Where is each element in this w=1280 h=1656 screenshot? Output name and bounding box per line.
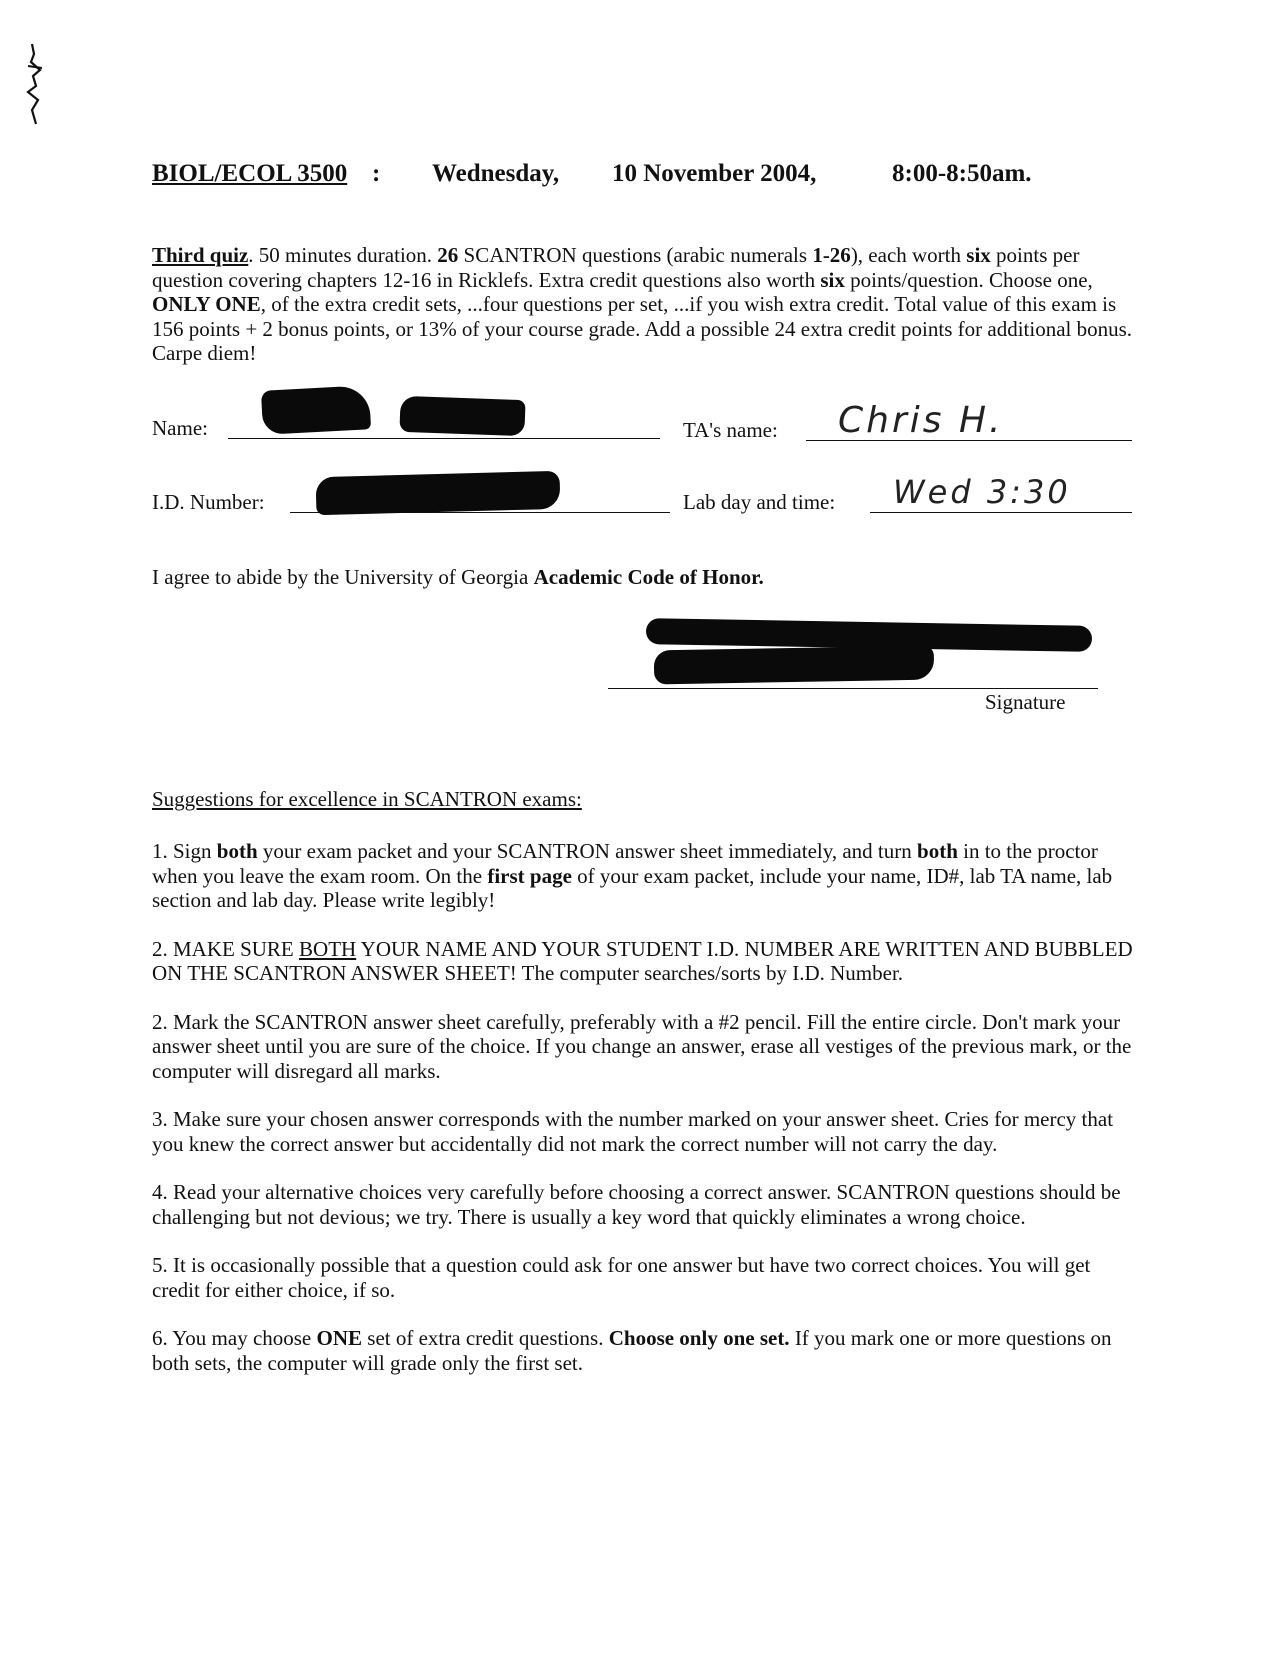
- item-text: your exam packet and your SCANTRON answer sheet immediately, and turn: [257, 839, 918, 863]
- margin-scribble: [22, 40, 52, 130]
- course-colon: :: [372, 160, 381, 187]
- intro-bold: 1-26: [812, 243, 851, 267]
- exam-time: 8:00-8:50am.: [892, 160, 1032, 187]
- intro-bold: six: [820, 267, 845, 292]
- item-bold: both: [216, 839, 258, 863]
- suggestion-item-2b: 2. Mark the SCANTRON answer sheet carefully, preferably with a #2 pencil. Fill the entire circle. Don't mark your answer sheet until you are sure of the choice. If you change an answer, erase all vestiges of the previous mark, or the computer will disregard all marks.: [152, 1009, 1132, 1083]
- id-redaction: [316, 471, 561, 515]
- intro-text: SCANTRON questions (arabic numerals: [458, 243, 813, 267]
- item-underlined: BOTH: [299, 936, 357, 961]
- lab-label: Lab day and time:: [683, 490, 836, 514]
- item-text: 2. MAKE SURE: [152, 936, 300, 961]
- item-bold: both: [917, 839, 958, 863]
- id-label: I.D. Number:: [152, 490, 265, 514]
- suggestion-item-3: 3. Make sure your chosen answer corresponds with the number marked on your answer sheet. Cries for mercy that you knew the correct answer but accidentally did not mark the correct number will not carry the day.: [152, 1107, 1114, 1156]
- item-text: set of extra credit questions.: [362, 1326, 609, 1350]
- suggestion-item-6: [152, 1326, 1142, 1375]
- ta-label: TA's name:: [683, 418, 778, 442]
- item-text: If you mark one or more questions on both sets, the computer will grade only the first set.: [152, 1326, 1112, 1375]
- item-text: YOUR NAME AND YOUR STUDENT I.D. NUMBER ARE WRITTEN AND BUBBLED ON THE SCANTRON ANSWER SHEET! The computer searches/sorts by I.D. Number.: [152, 936, 1133, 985]
- suggestions-list: [152, 839, 1142, 1399]
- item-bold: Choose only one set.: [608, 1326, 790, 1350]
- honor-text: I agree to abide by the University of Georgia: [152, 565, 534, 589]
- lab-handwriting: Wed 3:30: [893, 473, 1071, 511]
- name-redaction: [261, 385, 371, 435]
- suggestions-title: Suggestions for excellence in SCANTRON exams:: [152, 787, 582, 811]
- item-text: in to the proctor when you leave the exam room. On the: [152, 839, 1098, 888]
- quiz-instructions: [152, 243, 1142, 366]
- signature-label: Signature: [985, 690, 1066, 714]
- item-text: 1. Sign: [152, 839, 217, 863]
- intro-bold: ONLY ONE: [152, 292, 261, 316]
- intro-bold: six: [966, 243, 991, 267]
- intro-text: points per question covering chapters 12-16 in Ricklefs. Extra credit questions also worth: [152, 243, 1080, 292]
- signature-line[interactable]: [608, 688, 1098, 689]
- item-text: of your exam packet, include your name, ID#, lab TA name, lab section and lab day. Please write legibly!: [152, 863, 1113, 912]
- item-bold: first page: [487, 863, 572, 888]
- suggestion-item-4: 4. Read your alternative choices very carefully before choosing a correct answer. SCANTRON questions should be challenging but not devious; we try. There is usually a key word that quickly eliminates a wrong choice.: [152, 1180, 1121, 1229]
- name-redaction: [399, 396, 525, 436]
- suggestion-item-2a: [152, 937, 1142, 986]
- intro-text: . 50 minutes duration.: [248, 243, 438, 267]
- quiz-title: Third quiz: [152, 243, 249, 267]
- intro-text: ), each worth: [850, 243, 967, 267]
- ta-handwriting: Chris H.: [838, 400, 1004, 441]
- course-code: BIOL/ECOL 3500: [152, 160, 348, 187]
- item-bold: ONE: [316, 1326, 363, 1350]
- exam-day: Wednesday,: [432, 160, 560, 187]
- suggestion-item-5: 5. It is occasionally possible that a question could ask for one answer but have two correct choices. You will get credit for either choice, if so.: [152, 1253, 1091, 1302]
- suggestion-item-1: [152, 839, 1142, 913]
- intro-bold: 26: [437, 243, 459, 267]
- honor-code-bold: Academic Code of Honor.: [533, 565, 764, 589]
- honor-statement: [152, 565, 764, 590]
- exam-date: 10 November 2004,: [612, 160, 817, 187]
- intro-text: points/question. Choose one,: [844, 267, 1093, 292]
- name-label: Name:: [152, 416, 208, 440]
- signature-redaction: [654, 646, 935, 685]
- name-field-line[interactable]: [228, 438, 660, 439]
- intro-text: , of the extra credit sets, ...four questions per set, ...if you wish extra credit. Total value of this exam is 156 points + 2 bonus points, or 13% of your course grade. Add a possible 24 extra credit points for additional bonus. Carpe diem!: [152, 292, 1133, 365]
- lab-field-line[interactable]: [870, 512, 1132, 513]
- item-text: 6. You may choose: [152, 1326, 317, 1350]
